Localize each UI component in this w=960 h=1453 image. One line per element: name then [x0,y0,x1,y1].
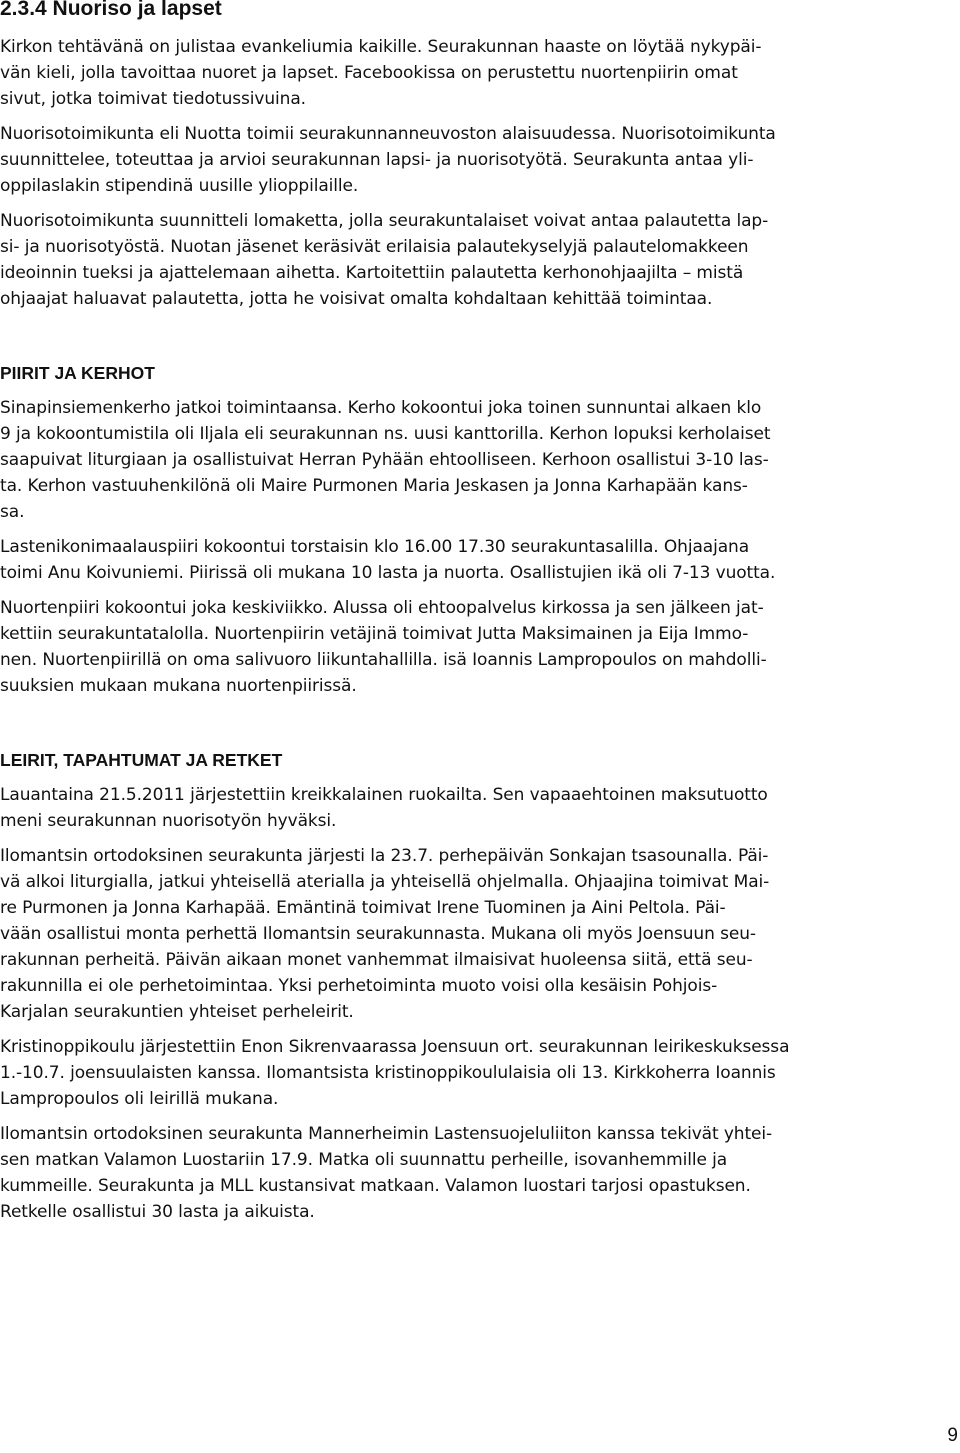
heading-leirit-tapahtumat-ja-retket: LEIRIT, TAPAHTUMAT JA RETKET [0,750,283,770]
intro-paragraph-1: Kirkon tehtävänä on julistaa evankeliumia kaikille. Seurakunnan haaste on löytää nykypäi- vän kieli, jolla tavoittaa nuoret ja lapset. Facebookissa on perustettu nuortenpiirin omat sivut, jotka toimivat tiedotussivuina. [0,37,762,109]
intro-paragraph-3: Nuorisotoimikunta suunnitteli lomaketta, jolla seurakuntalaiset voivat antaa palautetta lap- si- ja nuorisotyöstä. Nuotan jäsenet keräsivät erilaisia palautekyselyjä palautelomakkeen ideoinnin tueksi ja ajattelemaan aihetta. Kartoitettiin palautetta kerhonohjaajilta – mistä ohjaajat haluavat palautetta, jotta he voisivat omalta kohdaltaan kehittää toimintaa. [0,211,769,309]
leirit-paragraph-3: Kristinoppikoulu järjestettiin Enon Sikrenvaarassa Joensuun ort. seurakunnan leirikeskuksessa 1.-10.7. joensuulaisten kanssa. Ilomantsista kristinoppikoululaisia oli 13. Kirkkoherra Ioannis Lampropoulos oli leirillä mukana. [0,1037,790,1109]
intro-paragraph-2: Nuorisotoimikunta eli Nuotta toimii seurakunnanneuvoston alaisuudessa. Nuorisotoimikunta suunnittelee, toteuttaa ja arvioi seurakunnan lapsi- ja nuorisotyötä. Seurakunta antaa yli- oppilaslakin stipendinä uusille ylioppilaille. [0,124,776,196]
page-number: 9 [947,1425,958,1446]
leirit-paragraph-1: Lauantaina 21.5.2011 järjestettiin kreikkalainen ruokailta. Sen vapaaehtoinen maksutuotto meni seurakunnan nuorisotyön hyväksi. [0,785,768,831]
leirit-paragraph-2: Ilomantsin ortodoksinen seurakunta järjesti la 23.7. perhepäivän Sonkajan tsasounalla. Päi- vä alkoi liturgialla, jatkui yhteisellä aterialla ja yhteisellä ohjelmalla. Ohjaajina toimivat Mai- re Purmonen ja Jonna Karhapää. Emäntinä toimivat Irene Tuominen ja Aini Peltola. Päi- vään osallistui monta perhettä Ilomantsin seurakunnasta. Mukana oli myös Joensuun seu- rakunnan perheitä. Päivän aikaan monet vanhemmat ilmaisivat huoleensa siitä, että seu- rakunnilla ei ole perhetoimintaa. Yksi perhetoiminta muoto voisi olla kesäisin Pohjois- Karjalan seurakuntien yhteiset perheleirit. [0,846,770,1022]
section-title: 2.3.4 Nuoriso ja lapset [0,0,222,20]
piirit-paragraph-2: Lastenikonimaalauspiiri kokoontui torstaisin klo 16.00 17.30 seurakuntasalilla. Ohjaajana toimi Anu Koivuniemi. Piirissä oli mukana 10 lasta ja nuorta. Osallistujien ikä oli 7-13 vuotta. [0,537,776,583]
piirit-paragraph-1: Sinapinsiemenkerho jatkoi toimintaansa. Kerho kokoontui joka toinen sunnuntai alkaen klo 9 ja kokoontumistila oli Iljala eli seurakunnan ns. uusi kanttorilla. Kerhon lopuksi kerholaiset saapuivat liturgiaan ja osallistuivat Herran Pyhään ehtoolliseen. Kerhoon osallistui 3-10 las- ta. Kerhon vastuuhenkilönä oli Maire Purmonen Maria Jeskasen ja Jonna Karhapään kans- sa. [0,398,771,522]
heading-piirit-ja-kerhot: PIIRIT JA KERHOT [0,363,155,383]
piirit-paragraph-3: Nuortenpiiri kokoontui joka keskiviikko. Alussa oli ehtoopalvelus kirkossa ja sen jälkeen jat- kettiin seurakuntatalolla. Nuortenpiirin vetäjinä toimivat Jutta Maksimainen ja Eija Immo- nen. Nuortenpiirillä on oma salivuoro liikuntahallilla. isä Ioannis Lampropoulos on mahdolli- suuksien mukaan mukana nuortenpiirissä. [0,598,767,696]
document-body [0,34,960,1234]
leirit-paragraph-4: Ilomantsin ortodoksinen seurakunta Mannerheimin Lastensuojeluliiton kanssa tekivät yhtei- sen matkan Valamon Luostariin 17.9. Matka oli suunnattu perheille, isovanhemmille ja kummeille. Seurakunta ja MLL kustansivat matkaan. Valamon luostari tarjosi opastuksen. Retkelle osallistui 30 lasta ja aikuista. [0,1124,773,1222]
